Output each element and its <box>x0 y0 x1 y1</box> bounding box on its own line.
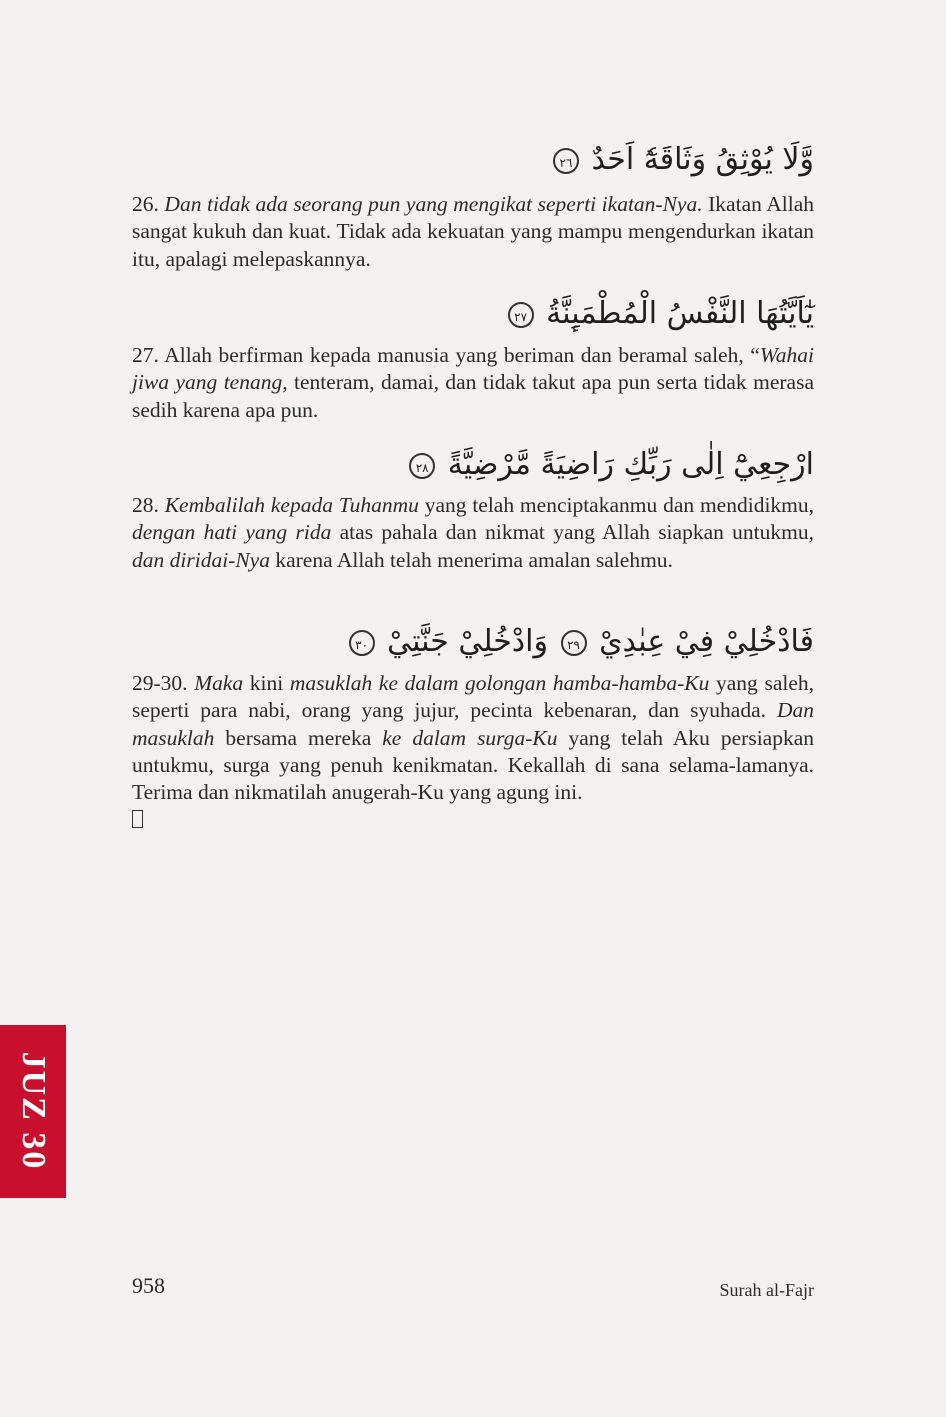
ayah-end-marker: ٢٧ <box>508 302 534 328</box>
translation-26 <box>132 191 814 273</box>
page-number: 958 <box>132 1273 165 1298</box>
arabic-verse-26 <box>132 140 814 180</box>
juz-tab <box>0 1025 66 1198</box>
commentary-text: karena Allah telah menerima amalan salehmu. <box>269 547 673 572</box>
translation-27 <box>132 342 814 424</box>
commentary-text: 27. Allah berfirman kepada manusia yang beriman dan beramal saleh, “ <box>132 343 760 367</box>
verse-number: 28. <box>132 493 165 517</box>
quoted-text: dan diridai-Nya <box>132 547 270 572</box>
ayah-end-marker: ٢٦ <box>553 148 579 174</box>
commentary-text: kini <box>243 671 290 695</box>
quoted-text: Kembalilah kepada Tuhanmu <box>164 493 419 517</box>
quoted-text: Maka <box>194 671 244 695</box>
arabic-text: وَّلَا يُوْثِقُ وَثَاقَهٗٓ اَحَدٌ <box>591 142 814 177</box>
arabic-text: يٰٓاَيَّتُهَا النَّفْسُ الْمُطْمَىِٕنَّةُ <box>546 296 814 331</box>
commentary-text: tenteram, damai, dan tidak takut apa pun serta tidak merasa sedih karena apa pun. <box>132 370 814 422</box>
quoted-text: dengan hati yang rida <box>132 520 332 545</box>
verse-number: 26. <box>132 192 165 216</box>
commentary-text: yang telah Aku persiapkan untukmu, surga yang penuh kenikmatan. Kekallah di sana selama-lamanya. Terima dan nikmatilah anugerah-Ku yang agung ini. <box>132 725 814 805</box>
commentary-text: atas pahala dan nikmat yang Allah siapkan untukmu, <box>331 520 815 545</box>
commentary-text: yang saleh, seperti para nabi, orang yang jujur, pecinta kebenaran, dan syuhada. <box>132 671 814 723</box>
arabic-text: وَادْخُلِيْ جَنَّتِيْ <box>387 624 548 659</box>
ayah-end-marker: ٢٩ <box>561 630 587 656</box>
running-head: Surah al-Fajr <box>719 1280 814 1300</box>
ayah-end-marker: ٢٨ <box>409 453 435 479</box>
juz-label: JUZ 30 <box>15 1051 52 1171</box>
arabic-verse-29-30 <box>132 622 814 662</box>
commentary-text: yang telah menciptakanmu dan mendidikmu, <box>418 493 815 517</box>
translation-29-30 <box>132 670 814 834</box>
arabic-verse-28 <box>132 445 814 485</box>
quoted-text: Wahai jiwa yang tenang, <box>132 343 814 395</box>
arabic-text: ارْجِعِيْٓ اِلٰى رَبِّكِ رَاضِيَةً مَّرْضِيَّةً <box>447 447 814 482</box>
quoted-text: masuklah ke dalam golongan hamba-hamba-Ku <box>289 671 710 695</box>
ayah-end-marker: ٣٠ <box>349 630 375 656</box>
arabic-text: فَادْخُلِيْ فِيْ عِبٰدِيْ <box>599 624 814 659</box>
commentary-text: bersama mereka <box>214 725 383 750</box>
quoted-text: Dan masuklah <box>132 698 814 750</box>
verse-number: 29-30. <box>132 671 195 695</box>
quoted-text: Dan tidak ada seorang pun yang mengikat seperti ikatan-Nya. <box>164 192 703 216</box>
quoted-text: ke dalam surga-Ku <box>382 725 558 750</box>
arabic-verse-27 <box>132 294 814 334</box>
commentary-text: Ikatan Allah sangat kukuh dan kuat. Tidak ada kekuatan yang mampu mengendurkan ikatan itu, apalagi melepaskannya. <box>132 192 814 271</box>
end-of-section-mark <box>132 810 143 828</box>
translation-28 <box>132 492 814 574</box>
